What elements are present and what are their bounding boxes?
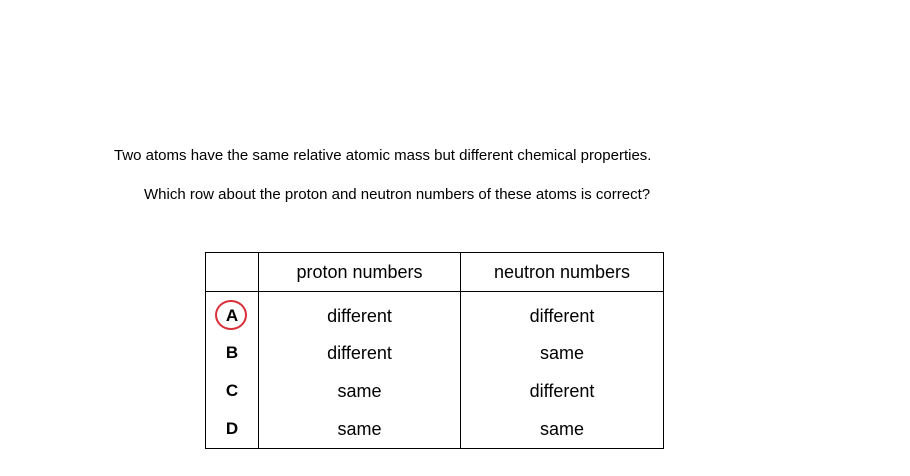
table-row[interactable]	[206, 410, 664, 449]
table-row[interactable]	[206, 292, 664, 335]
row-c-neutron: different	[461, 372, 664, 410]
question-prompt: Which row about the proton and neutron numbers of these atoms is correct?	[144, 186, 651, 203]
option-letter-b[interactable]: B	[225, 343, 239, 362]
header-neutron-numbers: neutron numbers	[461, 253, 664, 292]
row-c-proton: same	[259, 372, 461, 410]
row-b-proton: different	[259, 334, 461, 372]
row-d-neutron: same	[461, 410, 664, 449]
answer-table	[205, 252, 664, 449]
option-letter-d[interactable]: D	[225, 419, 239, 438]
row-d-proton: same	[259, 410, 461, 449]
row-a-proton: different	[259, 292, 461, 335]
header-letter	[206, 253, 259, 292]
option-letter-a[interactable]: A	[219, 303, 245, 329]
table-row[interactable]	[206, 372, 664, 410]
option-letter-c[interactable]: C	[225, 381, 239, 400]
question-stem: Two atoms have the same relative atomic mass but different chemical properties.	[114, 147, 652, 164]
table-header-row	[206, 253, 664, 292]
row-b-neutron: same	[461, 334, 664, 372]
row-a-neutron: different	[461, 292, 664, 335]
table-row[interactable]	[206, 334, 664, 372]
header-proton-numbers: proton numbers	[259, 253, 461, 292]
